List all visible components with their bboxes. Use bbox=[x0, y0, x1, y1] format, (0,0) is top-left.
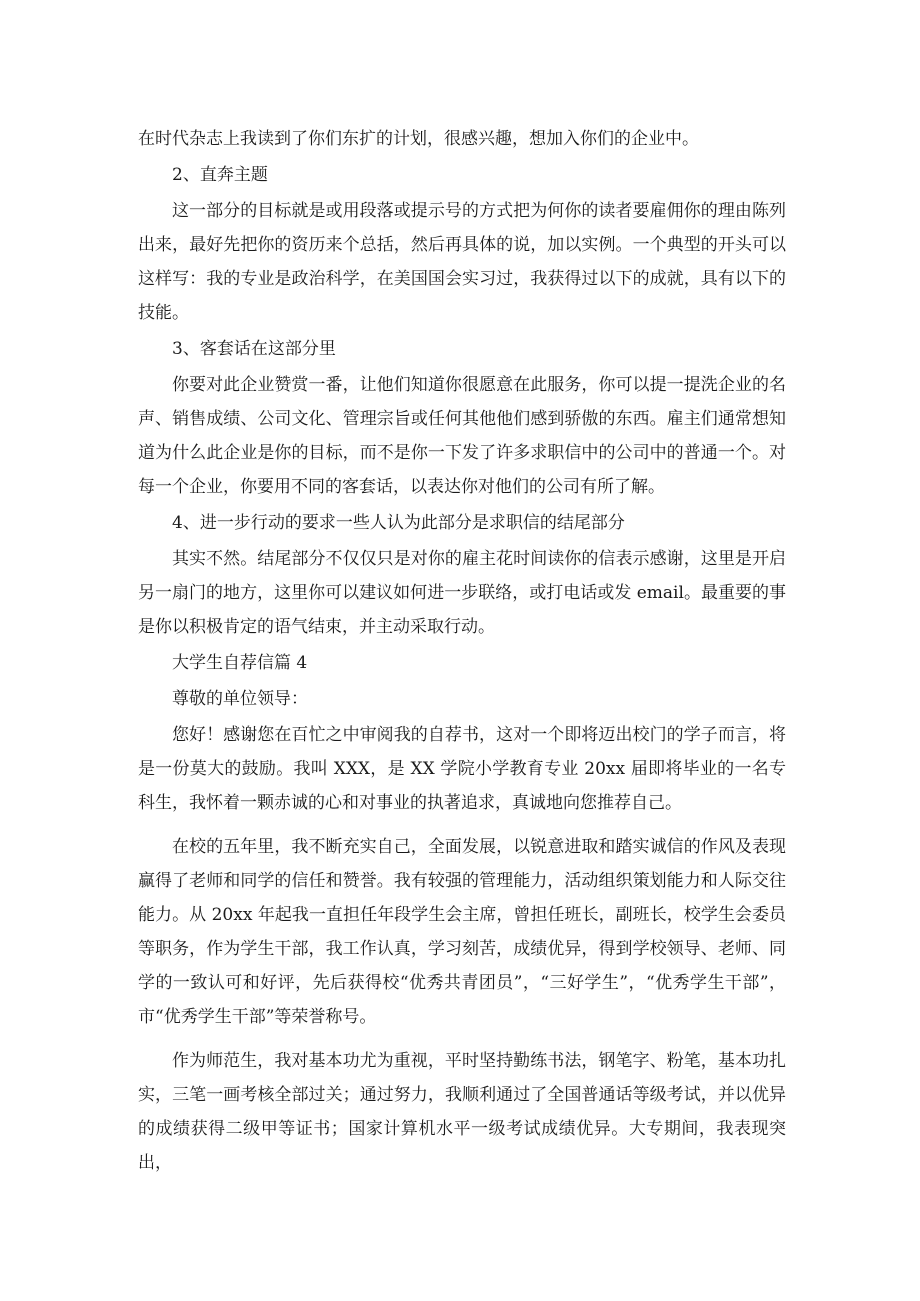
salutation: 尊敬的单位领导： bbox=[172, 689, 308, 709]
heading-further-action: 4、进一步行动的要求一些人认为此部分是求职信的结尾部分 bbox=[172, 513, 625, 533]
paragraph-intro-continued: 在时代杂志上我读到了你们东扩的计划，很感兴趣，想加入你们的企业中。 bbox=[138, 129, 699, 149]
paragraph-courtesy-body: 你要对此企业赞赏一番，让他们知道你很愿意在此服务，你可以提一提洗企业的名声、销售成绩、公司文化、管理宗旨或任何其他他们感到骄傲的东西。雇主们通常想知道为什么此企业是你的目标，而不是你一下发了许多求职信中的公司中的普通一个。对每一个企业，你要用不同的客套话，以表达你对他们的公司有所了解。 bbox=[138, 375, 786, 497]
paragraph-further-action-body: 其实不然。结尾部分不仅仅只是对你的雇主花时间读你的信表示感谢，这里是开启另一扇门的地方，这里你可以建议如何进一步联络，或打电话或发 email。最重要的事是你以积极肯定的语气结束，并主动采取行动。 bbox=[138, 549, 786, 637]
paragraph-topic-body: 这一部分的目标就是或用段落或提示号的方式把为何你的读者要雇佣你的理由陈列出来，最好先把你的资历来个总括，然后再具体的说，加以实例。一个典型的开头可以这样写：我的专业是政治科学，在美国国会实习过，我获得过以下的成就，具有以下的技能。 bbox=[138, 201, 786, 323]
paragraph-greeting: 您好！感谢您在百忙之中审阅我的自荐书，这对一个即将迈出校门的学子而言，将是一份莫大的鼓励。我叫 XXX，是 XX 学院小学教育专业 20xx 届即将毕业的一名专科生，我怀着一颗赤诚的心和对事业的执著追求，真诚地向您推荐自己。 bbox=[138, 725, 786, 813]
paragraph-teaching-skills: 作为师范生，我对基本功尤为重视，平时坚持勤练书法，钢笔字、粉笔，基本功扎实，三笔一画考核全部过关；通过努力，我顺利通过了全国普通话等级考试，并以优异的成绩获得二级甲等证书；国家计算机水平一级考试成绩优异。大专期间，我表现突出， bbox=[138, 1051, 786, 1173]
document-body bbox=[138, 122, 786, 1190]
heading-courtesy: 3、客套话在这部分里 bbox=[172, 339, 336, 359]
heading-go-to-topic: 2、直奔主题 bbox=[172, 165, 268, 185]
section-title-letter-4: 大学生自荐信篇 4 bbox=[172, 653, 308, 673]
paragraph-school-years: 在校的五年里，我不断充实自己，全面发展，以锐意进取和踏实诚信的作风及表现赢得了老师和同学的信任和赞誉。我有较强的管理能力，活动组织策划能力和人际交往能力。从 20xx 年起我一直担任年段学生会主席，曾担任班长，副班长，校学生会委员等职务，作为学生干部，我工作认真，学习刻苦，成绩优异，得到学校领导、老师、同学的一致认可和好评，先后获得校“优秀共青团员”，“三好学生”，“优秀学生干部”，市“优秀学生干部”等荣誉称号。 bbox=[138, 837, 786, 1027]
